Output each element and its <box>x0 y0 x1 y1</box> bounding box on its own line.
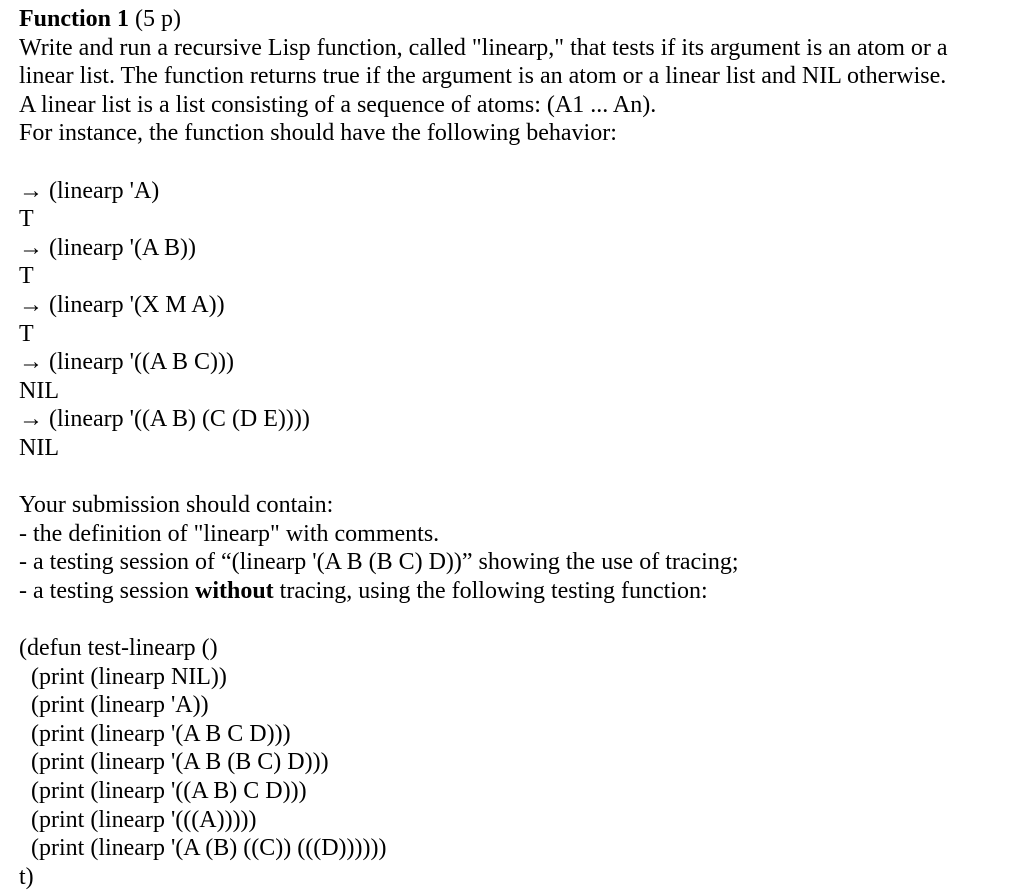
example-call <box>19 177 1009 206</box>
code-line: (print (linearp '(A B (B C) D))) <box>31 749 329 776</box>
code-end-line: t) <box>19 863 34 890</box>
right-arrow-icon: → <box>19 234 43 261</box>
example-call <box>19 405 1009 434</box>
right-arrow-icon: → <box>19 177 43 204</box>
example-result: T <box>19 263 34 290</box>
heading-title: Function 1 <box>19 6 130 32</box>
example-call-text: (linearp '((A B) (C (D E)))) <box>49 406 310 433</box>
right-arrow-icon: → <box>19 291 43 318</box>
example-call-text: (linearp '((A B C))) <box>49 349 234 376</box>
example-call <box>19 348 1009 377</box>
description-line: A linear list is a list consisting of a sequence of atoms: (A1 ... An). <box>19 91 657 118</box>
submission-item-text: tracing, using the following testing function: <box>273 577 708 604</box>
submission-item-text: - a testing session <box>19 577 195 604</box>
emphasis-without: without <box>194 577 274 604</box>
submission-intro: Your submission should contain: <box>19 492 334 519</box>
code-line: (print (linearp '(A B C D))) <box>31 720 291 747</box>
spacer <box>19 148 1009 177</box>
description-line: linear list. The function returns true if the argument is an atom or a linear list and NIL otherwise. <box>19 63 947 90</box>
example-call-text: (linearp '(A B)) <box>49 234 196 261</box>
description-line: Write and run a recursive Lisp function, called "linearp," that tests if its argument is an atom or a <box>19 34 948 61</box>
example-result: NIL <box>19 434 59 461</box>
example-call <box>19 234 1009 263</box>
right-arrow-icon: → <box>19 406 43 433</box>
example-result: NIL <box>19 377 59 404</box>
heading <box>19 5 1009 34</box>
submission-item <box>19 577 1009 606</box>
spacer <box>19 463 1009 492</box>
example-call <box>19 291 1009 320</box>
code-defun-line: (defun test-linearp () <box>19 635 218 662</box>
example-result: T <box>19 320 34 347</box>
submission-item: - the definition of "linearp" with comments. <box>19 520 440 547</box>
code-line: (print (linearp 'A)) <box>31 692 209 719</box>
example-call-text: (linearp '(X M A)) <box>49 291 225 318</box>
code-line: (print (linearp '((A B) C D))) <box>31 778 307 805</box>
description-line: For instance, the function should have the following behavior: <box>19 120 617 147</box>
example-call-text: (linearp 'A) <box>49 177 160 204</box>
example-result: T <box>19 206 34 233</box>
document-page <box>19 5 1009 891</box>
submission-item: - a testing session of “(linearp '(A B (B C) D))” showing the use of tracing; <box>19 549 739 576</box>
spacer <box>19 605 1009 634</box>
code-line: (print (linearp '(((A))))) <box>31 806 257 833</box>
code-line: (print (linearp '(A (B) ((C)) (((D)))))) <box>31 835 387 862</box>
heading-points: (5 p) <box>129 6 181 32</box>
right-arrow-icon: → <box>19 349 43 376</box>
code-line: (print (linearp NIL)) <box>31 663 227 690</box>
